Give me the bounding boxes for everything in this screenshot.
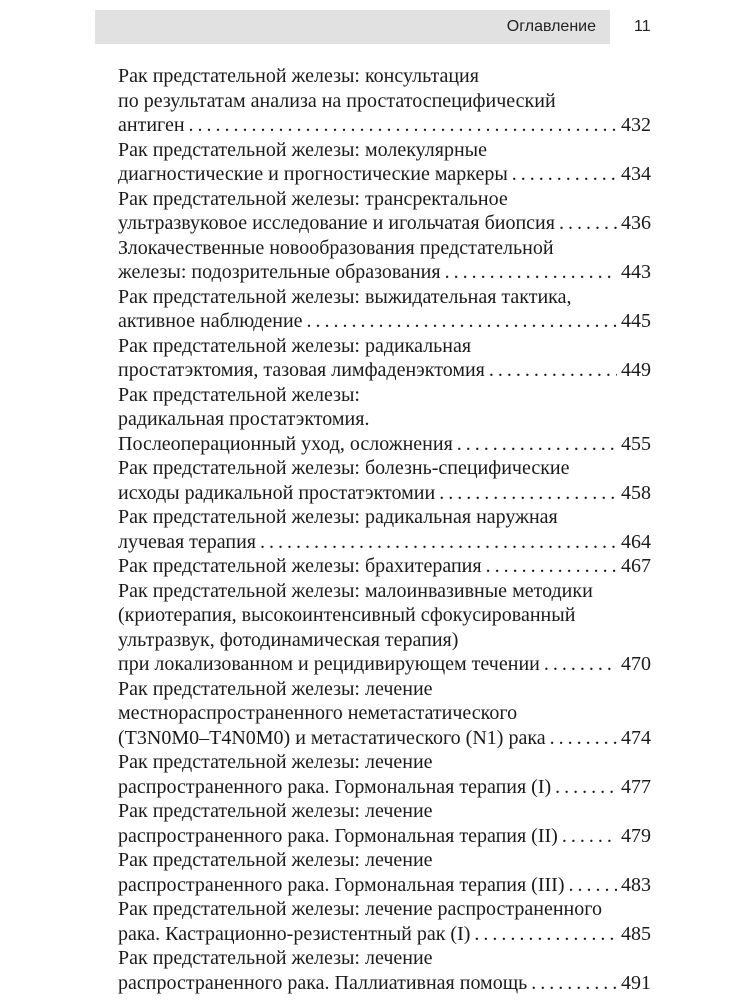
dot-leader [439, 481, 617, 506]
toc-entry[interactable] [118, 334, 651, 383]
toc-entry-page-number: 432 [621, 114, 651, 136]
dot-leader [189, 113, 617, 138]
toc-entry-title-text: Рак предстательной железы: консультация [118, 65, 479, 87]
toc-entry-title-text: распространенного рака. Гормональная терапия (I) [118, 775, 552, 798]
toc-entry-line [118, 775, 651, 800]
toc-entry-title-text: по результатам анализа на простатоспецифический [118, 89, 556, 112]
page-number: 11 [634, 18, 651, 35]
toc-entry-page-number: 467 [621, 555, 651, 577]
toc-entry-page-number: 464 [621, 530, 651, 553]
dot-leader [474, 922, 617, 947]
toc-entry-line [118, 946, 651, 971]
toc-entry-title-text: Рак предстательной железы: радикальная [118, 334, 472, 357]
running-header-title: Оглавление [506, 18, 596, 35]
toc-entry-line [118, 211, 651, 236]
toc-entry-title-text: Рак предстательной железы: лечение распространенного [118, 898, 602, 920]
toc-entry[interactable] [118, 285, 651, 334]
toc-entry-title-text: лучевая терапия [118, 530, 257, 553]
toc-entry[interactable] [118, 64, 651, 138]
toc-entry-title-text: рака. Кастрационно-резистентный рак (I) [118, 922, 471, 945]
dot-leader [550, 726, 617, 751]
toc-entry-line [118, 922, 651, 947]
toc-entry-title-text: активное наблюдение [118, 310, 303, 332]
toc-entry-title-text: местнораспространенного неметастатического [118, 702, 518, 724]
toc-entry-line [118, 701, 651, 726]
toc-entry-line [118, 358, 651, 383]
toc-entry-title-text: (T3N0M0–T4N0M0) и метастатического (N1) рака [118, 726, 546, 749]
dot-leader [555, 775, 617, 800]
toc-entry-title-text: Злокачественные новообразования предстательной [118, 236, 554, 259]
toc-entry-line [118, 138, 651, 163]
toc-entry-line [118, 530, 651, 555]
dot-leader [486, 554, 617, 579]
toc-entry-line [118, 481, 651, 506]
toc-entry-title-text: радикальная простатэктомия. [118, 408, 370, 430]
toc-entry-title-text: Рак предстательной железы: болезнь-специфические [118, 457, 570, 479]
toc-entry-title-text: Рак предстательной железы: трансректальное [118, 187, 508, 210]
toc-entry[interactable] [118, 236, 651, 285]
toc-entry-line [118, 260, 651, 285]
toc-entry-page-number: 449 [621, 359, 651, 381]
toc-entry-line [118, 407, 651, 432]
toc-entry-page-number: 458 [621, 481, 651, 504]
toc-entry-line [118, 236, 651, 261]
toc-entry-line [118, 628, 651, 653]
toc-entry[interactable] [118, 799, 651, 848]
toc-entry-line [118, 456, 651, 481]
dot-leader [512, 162, 617, 187]
toc-entry-title-text: Рак предстательной железы: молекулярные [118, 138, 487, 161]
toc-entry-title-text: распространенного рака. Паллиативная помощь [118, 971, 528, 994]
toc-entry-line [118, 334, 651, 359]
toc-entry-line [118, 873, 651, 898]
toc-entry[interactable] [118, 946, 651, 995]
toc-entry-line [118, 897, 651, 922]
toc-entry-title-text: исходы радикальной простатэктомии [118, 481, 436, 504]
toc-entry-title-text: Рак предстательной железы: малоинвазивные методики [118, 579, 593, 602]
toc-entry[interactable] [118, 456, 651, 505]
dot-leader [562, 824, 617, 849]
toc-entry-line [118, 971, 651, 996]
toc-entry[interactable] [118, 554, 651, 579]
toc-entry-page-number: 436 [621, 212, 651, 234]
table-of-contents [118, 64, 651, 995]
toc-entry-page-number: 470 [621, 653, 651, 675]
toc-entry-line [118, 652, 651, 677]
toc-entry[interactable] [118, 138, 651, 187]
toc-entry-title-text: ультразвук, фотодинамическая терапия) [118, 628, 459, 651]
toc-entry-title-text: Рак предстательной железы: выжидательная тактика, [118, 285, 572, 308]
toc-entry-page-number: 455 [621, 432, 651, 455]
toc-entry-line [118, 848, 651, 873]
toc-entry-title-text: распространенного рака. Гормональная терапия (III) [118, 873, 565, 896]
toc-entry[interactable] [118, 848, 651, 897]
toc-entry-line [118, 285, 651, 310]
dot-leader [445, 260, 617, 285]
toc-entry-line [118, 187, 651, 212]
toc-entry-title-text: Рак предстательной железы: радикальная наружная [118, 506, 558, 528]
toc-entry-line [118, 505, 651, 530]
toc-entry-line [118, 89, 651, 114]
dot-leader [489, 358, 617, 383]
toc-entry-title-text: диагностические и прогностические маркеры [118, 163, 508, 185]
toc-entry-line [118, 162, 651, 187]
toc-entry-title-text: распространенного рака. Гормональная терапия (II) [118, 824, 558, 847]
toc-entry[interactable] [118, 677, 651, 751]
toc-entry-page-number: 485 [621, 922, 651, 945]
running-header-bar [95, 10, 610, 44]
dot-leader [260, 530, 617, 555]
toc-entry[interactable] [118, 383, 651, 457]
toc-entry-line [118, 579, 651, 604]
toc-entry-line [118, 383, 651, 408]
toc-entry-line [118, 432, 651, 457]
toc-entry[interactable] [118, 897, 651, 946]
toc-entry-page-number: 445 [621, 310, 651, 332]
toc-entry-title-text: Рак предстательной железы: брахитерапия [118, 555, 482, 577]
toc-entry-line [118, 554, 651, 579]
toc-entry-page-number: 491 [621, 971, 651, 994]
toc-entry-line [118, 309, 651, 334]
toc-entry-page-number: 443 [621, 261, 651, 283]
toc-entry-title-text: Рак предстательной железы: лечение [118, 800, 433, 822]
toc-entry-title-text: Рак предстательной железы: лечение [118, 849, 433, 871]
toc-entry-line [118, 677, 651, 702]
toc-entry-page-number: 479 [621, 824, 651, 847]
toc-entry[interactable] [118, 579, 651, 677]
toc-entry-line [118, 726, 651, 751]
toc-entry-page-number: 474 [621, 726, 651, 749]
dot-leader [307, 309, 617, 334]
toc-entry-title-text: Рак предстательной железы: лечение [118, 677, 433, 700]
toc-entry-line [118, 824, 651, 849]
toc-entry-title-text: железы: подозрительные образования [118, 261, 441, 283]
toc-entry-line [118, 603, 651, 628]
toc-entry-line [118, 799, 651, 824]
toc-entry-title-text: Рак предстательной железы: [118, 383, 360, 406]
toc-entry-line [118, 64, 651, 89]
toc-entry-title-text: простатэктомия, тазовая лимфаденэктомия [118, 359, 485, 381]
toc-entry-title-text: Рак предстательной железы: лечение [118, 947, 433, 969]
toc-entry-page-number: 477 [621, 775, 651, 798]
toc-entry-page-number: 434 [621, 163, 651, 185]
dot-leader [559, 211, 617, 236]
toc-entry-line [118, 750, 651, 775]
toc-entry[interactable] [118, 750, 651, 799]
dot-leader [457, 432, 617, 457]
dot-leader [544, 652, 617, 677]
toc-entry[interactable] [118, 187, 651, 236]
dot-leader [531, 971, 617, 996]
toc-entry-page-number: 483 [621, 873, 651, 896]
toc-entry-title-text: Рак предстательной железы: лечение [118, 751, 433, 773]
toc-entry-title-text: Послеоперационный уход, осложнения [118, 432, 453, 455]
toc-entry-title-text: антиген [118, 114, 185, 136]
toc-entry-title-text: при локализованном и рецидивирующем течении [118, 653, 540, 675]
toc-entry-title-text: (криотерапия, высокоинтенсивный сфокусированный [118, 604, 576, 626]
toc-entry-title-text: ультразвуковое исследование и игольчатая биопсия [118, 212, 555, 234]
toc-entry-line [118, 113, 651, 138]
dot-leader [568, 873, 617, 898]
toc-entry[interactable] [118, 505, 651, 554]
